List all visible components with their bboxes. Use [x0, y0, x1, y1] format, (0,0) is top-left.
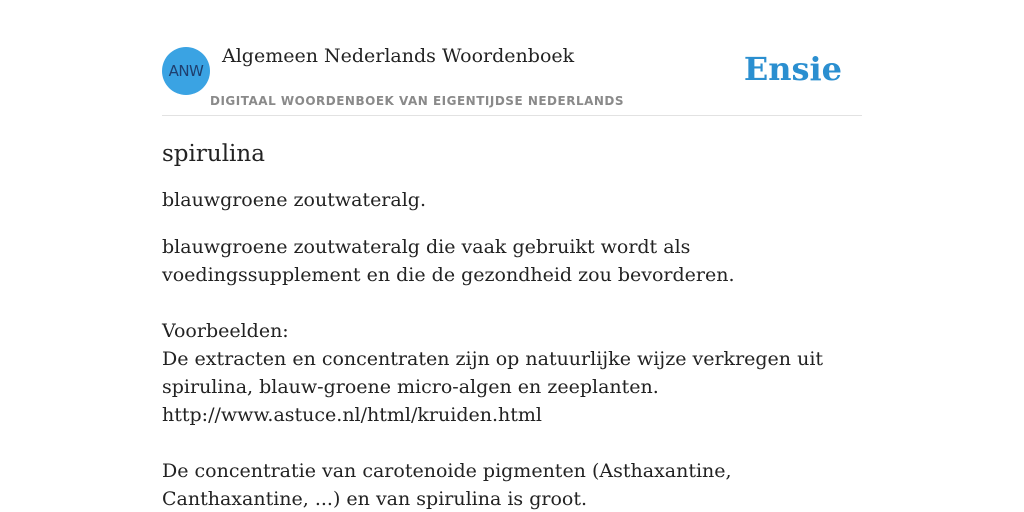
site-title[interactable]: Algemeen Nederlands Woordenboek: [222, 45, 575, 67]
entry-short-definition: blauwgroene zoutwateralg.: [162, 189, 426, 211]
entry-body: blauwgroene zoutwateralg die vaak gebruikt wordt als voedingssupplement en die de gezondheid zou bevorderen. Voorbeelden: De extracten en concentraten zijn op natuurlijke wijze verkregen uit spirulina, blauw-groene micro-algen en zeeplanten. http://www.astuce.nl/html/kruiden.html De concentratie van carotenoide pigmenten (Asthaxantine, Canthaxantine, ...) en van spirulina is groot.: [162, 236, 824, 510]
anw-logo[interactable]: ANW: [162, 47, 210, 95]
entry-content: [162, 136, 862, 512]
ensie-logo-link[interactable]: Ensie: [743, 50, 842, 88]
site-subtitle: DIGITAAL WOORDENBOEK VAN EIGENTIJDSE NEDERLANDS: [210, 94, 625, 108]
entry-headword: spirulina: [162, 141, 265, 167]
site-header: [162, 40, 862, 116]
